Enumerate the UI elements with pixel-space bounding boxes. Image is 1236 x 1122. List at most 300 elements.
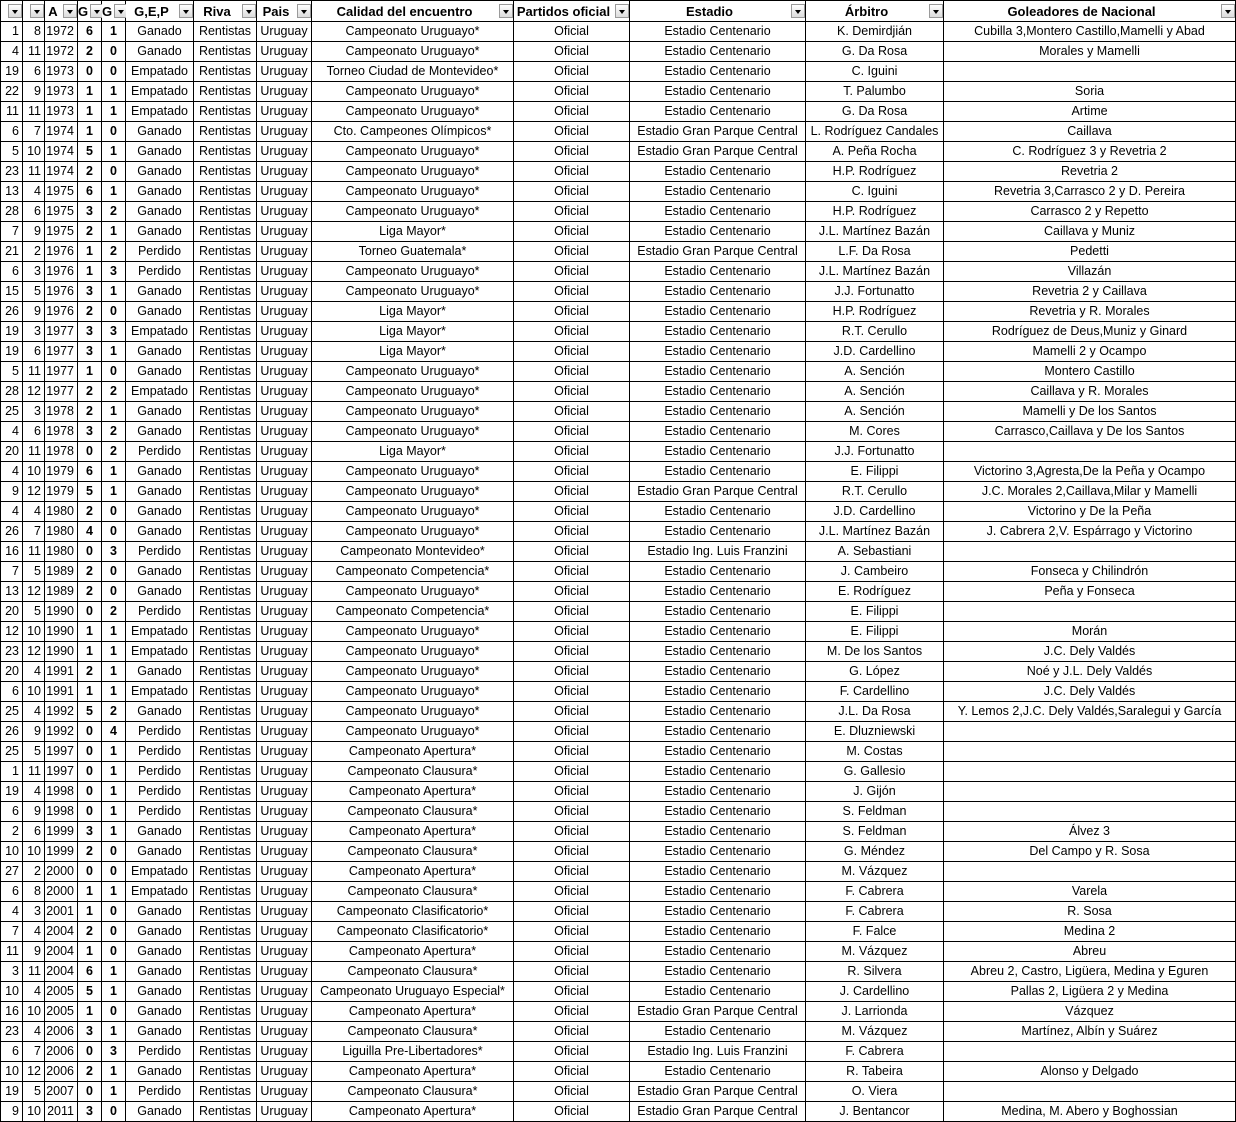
cell-referee[interactable]: R.T. Cerullo xyxy=(806,482,944,502)
cell-goals-for[interactable]: 1 xyxy=(78,122,102,142)
cell-rival[interactable]: Rentistas xyxy=(194,382,257,402)
cell-country[interactable]: Uruguay xyxy=(257,182,312,202)
cell-stadium[interactable]: Estadio Centenario xyxy=(630,882,806,902)
cell-day[interactable]: 2 xyxy=(1,822,23,842)
cell-rival[interactable]: Rentistas xyxy=(194,742,257,762)
cell-referee[interactable]: A. Peña Rocha xyxy=(806,142,944,162)
cell-scorers[interactable]: Cubilla 3,Montero Castillo,Mamelli y Abad xyxy=(944,22,1236,42)
cell-referee[interactable]: H.P. Rodríguez xyxy=(806,302,944,322)
cell-rival[interactable]: Rentistas xyxy=(194,462,257,482)
cell-month[interactable]: 9 xyxy=(23,802,45,822)
cell-goals-against[interactable]: 3 xyxy=(102,262,126,282)
cell-competition[interactable]: Campeonato Apertura* xyxy=(312,782,514,802)
cell-goals-against[interactable]: 1 xyxy=(102,282,126,302)
cell-country[interactable]: Uruguay xyxy=(257,742,312,762)
cell-result[interactable]: Ganado xyxy=(126,182,194,202)
cell-stadium[interactable]: Estadio Centenario xyxy=(630,22,806,42)
table-row[interactable] xyxy=(1,842,1236,862)
cell-rival[interactable]: Rentistas xyxy=(194,1062,257,1082)
cell-official[interactable]: Oficial xyxy=(514,182,630,202)
cell-goals-against[interactable]: 3 xyxy=(102,542,126,562)
table-row[interactable] xyxy=(1,282,1236,302)
cell-month[interactable]: 10 xyxy=(23,1002,45,1022)
table-row[interactable] xyxy=(1,602,1236,622)
cell-competition[interactable]: Campeonato Clausura* xyxy=(312,962,514,982)
cell-goals-against[interactable]: 0 xyxy=(102,902,126,922)
cell-year[interactable]: 1997 xyxy=(45,762,78,782)
cell-month[interactable]: 2 xyxy=(23,862,45,882)
cell-stadium[interactable]: Estadio Centenario xyxy=(630,622,806,642)
cell-scorers[interactable]: Victorino 3,Agresta,De la Peña y Ocampo xyxy=(944,462,1236,482)
cell-country[interactable]: Uruguay xyxy=(257,142,312,162)
col-header-official[interactable]: Partidos oficial xyxy=(514,1,630,22)
cell-goals-for[interactable]: 0 xyxy=(78,742,102,762)
cell-referee[interactable]: A. Sención xyxy=(806,382,944,402)
cell-official[interactable]: Oficial xyxy=(514,742,630,762)
table-row[interactable] xyxy=(1,302,1236,322)
cell-goals-for[interactable]: 1 xyxy=(78,642,102,662)
cell-scorers[interactable]: Abreu xyxy=(944,942,1236,962)
cell-goals-against[interactable]: 0 xyxy=(102,1102,126,1122)
cell-referee[interactable]: J. Cambeiro xyxy=(806,562,944,582)
cell-stadium[interactable]: Estadio Centenario xyxy=(630,862,806,882)
cell-month[interactable]: 7 xyxy=(23,522,45,542)
cell-goals-against[interactable]: 0 xyxy=(102,862,126,882)
cell-result[interactable]: Ganado xyxy=(126,1022,194,1042)
cell-day[interactable]: 9 xyxy=(1,482,23,502)
cell-goals-against[interactable]: 0 xyxy=(102,502,126,522)
cell-stadium[interactable]: Estadio Centenario xyxy=(630,942,806,962)
cell-official[interactable]: Oficial xyxy=(514,242,630,262)
cell-stadium[interactable]: Estadio Centenario xyxy=(630,842,806,862)
cell-rival[interactable]: Rentistas xyxy=(194,862,257,882)
cell-day[interactable]: 7 xyxy=(1,562,23,582)
cell-stadium[interactable]: Estadio Centenario xyxy=(630,582,806,602)
cell-competition[interactable]: Liguilla Pre-Libertadores* xyxy=(312,1042,514,1062)
cell-goals-for[interactable]: 2 xyxy=(78,382,102,402)
cell-goals-against[interactable]: 2 xyxy=(102,382,126,402)
cell-month[interactable]: 5 xyxy=(23,742,45,762)
cell-day[interactable]: 11 xyxy=(1,102,23,122)
cell-competition[interactable]: Campeonato Clasificatorio* xyxy=(312,922,514,942)
cell-month[interactable]: 6 xyxy=(23,422,45,442)
cell-official[interactable]: Oficial xyxy=(514,402,630,422)
cell-stadium[interactable]: Estadio Centenario xyxy=(630,422,806,442)
table-row[interactable] xyxy=(1,262,1236,282)
cell-goals-for[interactable]: 5 xyxy=(78,982,102,1002)
cell-year[interactable]: 1999 xyxy=(45,842,78,862)
cell-day[interactable]: 13 xyxy=(1,182,23,202)
cell-rival[interactable]: Rentistas xyxy=(194,882,257,902)
cell-year[interactable]: 2006 xyxy=(45,1062,78,1082)
cell-month[interactable]: 4 xyxy=(23,1022,45,1042)
cell-scorers[interactable]: Victorino y De la Peña xyxy=(944,502,1236,522)
cell-year[interactable]: 1980 xyxy=(45,542,78,562)
cell-rival[interactable]: Rentistas xyxy=(194,1002,257,1022)
cell-day[interactable]: 6 xyxy=(1,882,23,902)
cell-year[interactable]: 2006 xyxy=(45,1042,78,1062)
cell-competition[interactable]: Liga Mayor* xyxy=(312,342,514,362)
cell-goals-for[interactable]: 0 xyxy=(78,862,102,882)
cell-scorers[interactable]: Fonseca y Chilindrón xyxy=(944,562,1236,582)
cell-rival[interactable]: Rentistas xyxy=(194,102,257,122)
cell-goals-for[interactable]: 0 xyxy=(78,1042,102,1062)
table-row[interactable] xyxy=(1,82,1236,102)
cell-month[interactable]: 6 xyxy=(23,202,45,222)
filter-dropdown-icon[interactable] xyxy=(30,4,44,18)
cell-country[interactable]: Uruguay xyxy=(257,422,312,442)
col-header-goals-for[interactable]: G xyxy=(78,1,102,22)
cell-official[interactable]: Oficial xyxy=(514,702,630,722)
cell-scorers[interactable]: Alonso y Delgado xyxy=(944,1062,1236,1082)
cell-country[interactable]: Uruguay xyxy=(257,1022,312,1042)
cell-competition[interactable]: Liga Mayor* xyxy=(312,442,514,462)
cell-scorers[interactable]: Mamelli y De los Santos xyxy=(944,402,1236,422)
cell-scorers[interactable] xyxy=(944,722,1236,742)
cell-country[interactable]: Uruguay xyxy=(257,102,312,122)
cell-goals-against[interactable]: 1 xyxy=(102,1022,126,1042)
cell-day[interactable]: 25 xyxy=(1,402,23,422)
cell-stadium[interactable]: Estadio Centenario xyxy=(630,202,806,222)
cell-country[interactable]: Uruguay xyxy=(257,642,312,662)
cell-country[interactable]: Uruguay xyxy=(257,162,312,182)
col-header-stadium[interactable]: Estadio xyxy=(630,1,806,22)
cell-stadium[interactable]: Estadio Centenario xyxy=(630,642,806,662)
cell-scorers[interactable]: J.C. Dely Valdés xyxy=(944,642,1236,662)
cell-competition[interactable]: Torneo Guatemala* xyxy=(312,242,514,262)
cell-country[interactable]: Uruguay xyxy=(257,722,312,742)
table-row[interactable] xyxy=(1,1002,1236,1022)
cell-stadium[interactable]: Estadio Centenario xyxy=(630,462,806,482)
cell-year[interactable]: 1980 xyxy=(45,522,78,542)
cell-month[interactable]: 8 xyxy=(23,22,45,42)
cell-goals-for[interactable]: 3 xyxy=(78,822,102,842)
cell-official[interactable]: Oficial xyxy=(514,262,630,282)
cell-rival[interactable]: Rentistas xyxy=(194,282,257,302)
cell-year[interactable]: 2007 xyxy=(45,1082,78,1102)
table-row[interactable] xyxy=(1,202,1236,222)
cell-day[interactable]: 23 xyxy=(1,162,23,182)
cell-rival[interactable]: Rentistas xyxy=(194,622,257,642)
cell-official[interactable]: Oficial xyxy=(514,502,630,522)
col-header-result[interactable]: G,E,P xyxy=(126,1,194,22)
cell-goals-for[interactable]: 0 xyxy=(78,1082,102,1102)
cell-scorers[interactable]: Medina 2 xyxy=(944,922,1236,942)
cell-month[interactable]: 5 xyxy=(23,1082,45,1102)
cell-stadium[interactable]: Estadio Centenario xyxy=(630,702,806,722)
cell-official[interactable]: Oficial xyxy=(514,382,630,402)
cell-result[interactable]: Ganado xyxy=(126,22,194,42)
cell-result[interactable]: Empatado xyxy=(126,382,194,402)
cell-competition[interactable]: Campeonato Clausura* xyxy=(312,882,514,902)
cell-day[interactable]: 10 xyxy=(1,1062,23,1082)
cell-competition[interactable]: Campeonato Uruguayo* xyxy=(312,662,514,682)
cell-scorers[interactable]: J.C. Morales 2,Caillava,Milar y Mamelli xyxy=(944,482,1236,502)
cell-goals-against[interactable]: 1 xyxy=(102,142,126,162)
filter-dropdown-icon[interactable] xyxy=(791,4,805,18)
cell-rival[interactable]: Rentistas xyxy=(194,922,257,942)
cell-goals-against[interactable]: 1 xyxy=(102,402,126,422)
cell-month[interactable]: 9 xyxy=(23,222,45,242)
cell-competition[interactable]: Campeonato Uruguayo* xyxy=(312,22,514,42)
col-header-year[interactable]: A xyxy=(45,1,78,22)
cell-year[interactable]: 1976 xyxy=(45,262,78,282)
cell-competition[interactable]: Campeonato Uruguayo* xyxy=(312,262,514,282)
cell-scorers[interactable]: Caillava y Muniz xyxy=(944,222,1236,242)
cell-competition[interactable]: Campeonato Uruguayo* xyxy=(312,502,514,522)
cell-year[interactable]: 2006 xyxy=(45,1022,78,1042)
cell-month[interactable]: 11 xyxy=(23,162,45,182)
cell-rival[interactable]: Rentistas xyxy=(194,1082,257,1102)
table-row[interactable] xyxy=(1,62,1236,82)
cell-official[interactable]: Oficial xyxy=(514,942,630,962)
cell-result[interactable]: Ganado xyxy=(126,582,194,602)
cell-referee[interactable]: S. Feldman xyxy=(806,822,944,842)
cell-scorers[interactable] xyxy=(944,442,1236,462)
cell-result[interactable]: Ganado xyxy=(126,922,194,942)
cell-official[interactable]: Oficial xyxy=(514,842,630,862)
filter-dropdown-icon[interactable] xyxy=(929,4,943,18)
cell-stadium[interactable]: Estadio Centenario xyxy=(630,342,806,362)
cell-stadium[interactable]: Estadio Gran Parque Central xyxy=(630,1082,806,1102)
cell-country[interactable]: Uruguay xyxy=(257,942,312,962)
cell-referee[interactable]: A. Sebastiani xyxy=(806,542,944,562)
table-row[interactable] xyxy=(1,982,1236,1002)
cell-year[interactable]: 1991 xyxy=(45,682,78,702)
cell-goals-for[interactable]: 1 xyxy=(78,902,102,922)
cell-referee[interactable]: L. Rodríguez Candales xyxy=(806,122,944,142)
table-row[interactable] xyxy=(1,342,1236,362)
cell-rival[interactable]: Rentistas xyxy=(194,942,257,962)
cell-competition[interactable]: Campeonato Uruguayo* xyxy=(312,162,514,182)
table-row[interactable] xyxy=(1,522,1236,542)
cell-country[interactable]: Uruguay xyxy=(257,982,312,1002)
cell-result[interactable]: Ganado xyxy=(126,842,194,862)
cell-month[interactable]: 6 xyxy=(23,822,45,842)
table-row[interactable] xyxy=(1,882,1236,902)
table-row[interactable] xyxy=(1,362,1236,382)
cell-goals-for[interactable]: 2 xyxy=(78,922,102,942)
table-row[interactable] xyxy=(1,1042,1236,1062)
cell-scorers[interactable]: Rodríguez de Deus,Muniz y Ginard xyxy=(944,322,1236,342)
cell-rival[interactable]: Rentistas xyxy=(194,442,257,462)
cell-goals-for[interactable]: 0 xyxy=(78,762,102,782)
cell-result[interactable]: Ganado xyxy=(126,962,194,982)
cell-result[interactable]: Ganado xyxy=(126,562,194,582)
cell-scorers[interactable]: Medina, M. Abero y Boghossian xyxy=(944,1102,1236,1122)
cell-referee[interactable]: M. Vázquez xyxy=(806,942,944,962)
cell-rival[interactable]: Rentistas xyxy=(194,542,257,562)
cell-rival[interactable]: Rentistas xyxy=(194,562,257,582)
cell-country[interactable]: Uruguay xyxy=(257,202,312,222)
cell-goals-against[interactable]: 2 xyxy=(102,602,126,622)
cell-goals-against[interactable]: 0 xyxy=(102,562,126,582)
cell-goals-against[interactable]: 0 xyxy=(102,922,126,942)
cell-day[interactable]: 21 xyxy=(1,242,23,262)
cell-competition[interactable]: Campeonato Montevideo* xyxy=(312,542,514,562)
cell-year[interactable]: 1973 xyxy=(45,102,78,122)
cell-country[interactable]: Uruguay xyxy=(257,562,312,582)
cell-month[interactable]: 4 xyxy=(23,662,45,682)
cell-month[interactable]: 4 xyxy=(23,782,45,802)
cell-goals-for[interactable]: 3 xyxy=(78,322,102,342)
cell-official[interactable]: Oficial xyxy=(514,1102,630,1122)
cell-goals-against[interactable]: 1 xyxy=(102,882,126,902)
cell-day[interactable]: 28 xyxy=(1,202,23,222)
cell-official[interactable]: Oficial xyxy=(514,1062,630,1082)
cell-goals-against[interactable]: 2 xyxy=(102,442,126,462)
cell-rival[interactable]: Rentistas xyxy=(194,662,257,682)
cell-goals-against[interactable]: 0 xyxy=(102,842,126,862)
cell-rival[interactable]: Rentistas xyxy=(194,582,257,602)
cell-year[interactable]: 1990 xyxy=(45,622,78,642)
cell-month[interactable]: 5 xyxy=(23,282,45,302)
cell-referee[interactable]: J.L. Da Rosa xyxy=(806,702,944,722)
cell-rival[interactable]: Rentistas xyxy=(194,502,257,522)
cell-referee[interactable]: C. Iguini xyxy=(806,182,944,202)
cell-competition[interactable]: Torneo Ciudad de Montevideo* xyxy=(312,62,514,82)
cell-country[interactable]: Uruguay xyxy=(257,542,312,562)
cell-official[interactable]: Oficial xyxy=(514,822,630,842)
cell-goals-for[interactable]: 6 xyxy=(78,962,102,982)
cell-official[interactable]: Oficial xyxy=(514,922,630,942)
cell-referee[interactable]: F. Cabrera xyxy=(806,882,944,902)
cell-official[interactable]: Oficial xyxy=(514,362,630,382)
cell-day[interactable]: 9 xyxy=(1,1102,23,1122)
cell-result[interactable]: Ganado xyxy=(126,502,194,522)
cell-country[interactable]: Uruguay xyxy=(257,482,312,502)
cell-competition[interactable]: Campeonato Uruguayo* xyxy=(312,202,514,222)
table-row[interactable] xyxy=(1,222,1236,242)
cell-month[interactable]: 8 xyxy=(23,882,45,902)
cell-stadium[interactable]: Estadio Centenario xyxy=(630,982,806,1002)
cell-stadium[interactable]: Estadio Centenario xyxy=(630,262,806,282)
cell-rival[interactable]: Rentistas xyxy=(194,242,257,262)
cell-official[interactable]: Oficial xyxy=(514,642,630,662)
cell-goals-against[interactable]: 0 xyxy=(102,42,126,62)
cell-year[interactable]: 1973 xyxy=(45,62,78,82)
cell-result[interactable]: Ganado xyxy=(126,822,194,842)
cell-rival[interactable]: Rentistas xyxy=(194,522,257,542)
cell-day[interactable]: 25 xyxy=(1,742,23,762)
cell-competition[interactable]: Campeonato Apertura* xyxy=(312,862,514,882)
filter-dropdown-icon[interactable] xyxy=(615,4,629,18)
table-row[interactable] xyxy=(1,102,1236,122)
cell-result[interactable]: Ganado xyxy=(126,122,194,142)
cell-goals-for[interactable]: 1 xyxy=(78,942,102,962)
cell-day[interactable]: 4 xyxy=(1,42,23,62)
cell-goals-against[interactable]: 0 xyxy=(102,582,126,602)
cell-result[interactable]: Ganado xyxy=(126,1002,194,1022)
cell-stadium[interactable]: Estadio Centenario xyxy=(630,962,806,982)
cell-scorers[interactable]: Soria xyxy=(944,82,1236,102)
cell-year[interactable]: 1992 xyxy=(45,702,78,722)
table-row[interactable] xyxy=(1,382,1236,402)
cell-scorers[interactable]: Varela xyxy=(944,882,1236,902)
cell-rival[interactable]: Rentistas xyxy=(194,802,257,822)
cell-day[interactable]: 4 xyxy=(1,902,23,922)
cell-goals-for[interactable]: 2 xyxy=(78,502,102,522)
cell-rival[interactable]: Rentistas xyxy=(194,222,257,242)
table-row[interactable] xyxy=(1,702,1236,722)
cell-day[interactable]: 7 xyxy=(1,922,23,942)
cell-result[interactable]: Ganado xyxy=(126,1062,194,1082)
cell-day[interactable]: 11 xyxy=(1,942,23,962)
cell-result[interactable]: Perdido xyxy=(126,722,194,742)
cell-stadium[interactable]: Estadio Centenario xyxy=(630,102,806,122)
cell-referee[interactable]: S. Feldman xyxy=(806,802,944,822)
cell-official[interactable]: Oficial xyxy=(514,462,630,482)
cell-month[interactable]: 4 xyxy=(23,702,45,722)
table-row[interactable] xyxy=(1,642,1236,662)
cell-year[interactable]: 1977 xyxy=(45,342,78,362)
cell-day[interactable]: 16 xyxy=(1,1002,23,1022)
cell-competition[interactable]: Campeonato Uruguayo* xyxy=(312,462,514,482)
cell-competition[interactable]: Campeonato Clasificatorio* xyxy=(312,902,514,922)
cell-year[interactable]: 1978 xyxy=(45,442,78,462)
cell-country[interactable]: Uruguay xyxy=(257,922,312,942)
table-row[interactable] xyxy=(1,922,1236,942)
cell-stadium[interactable]: Estadio Centenario xyxy=(630,682,806,702)
cell-goals-against[interactable]: 1 xyxy=(102,982,126,1002)
cell-result[interactable]: Perdido xyxy=(126,742,194,762)
cell-stadium[interactable]: Estadio Gran Parque Central xyxy=(630,142,806,162)
cell-country[interactable]: Uruguay xyxy=(257,502,312,522)
cell-rival[interactable]: Rentistas xyxy=(194,302,257,322)
cell-result[interactable]: Perdido xyxy=(126,242,194,262)
cell-scorers[interactable]: Morán xyxy=(944,622,1236,642)
cell-country[interactable]: Uruguay xyxy=(257,22,312,42)
cell-competition[interactable]: Campeonato Uruguayo* xyxy=(312,282,514,302)
cell-day[interactable]: 6 xyxy=(1,122,23,142)
cell-country[interactable]: Uruguay xyxy=(257,682,312,702)
cell-month[interactable]: 11 xyxy=(23,542,45,562)
cell-goals-against[interactable]: 1 xyxy=(102,182,126,202)
cell-scorers[interactable]: Mamelli 2 y Ocampo xyxy=(944,342,1236,362)
cell-result[interactable]: Perdido xyxy=(126,442,194,462)
cell-referee[interactable]: M. Cores xyxy=(806,422,944,442)
cell-stadium[interactable]: Estadio Gran Parque Central xyxy=(630,1102,806,1122)
cell-official[interactable]: Oficial xyxy=(514,1022,630,1042)
cell-goals-against[interactable]: 1 xyxy=(102,682,126,702)
cell-month[interactable]: 10 xyxy=(23,622,45,642)
cell-referee[interactable]: E. Filippi xyxy=(806,602,944,622)
cell-referee[interactable]: R. Silvera xyxy=(806,962,944,982)
table-row[interactable] xyxy=(1,42,1236,62)
cell-referee[interactable]: J.L. Martínez Bazán xyxy=(806,222,944,242)
cell-result[interactable]: Empatado xyxy=(126,82,194,102)
col-header-goals-against[interactable]: G xyxy=(102,1,126,22)
table-row[interactable] xyxy=(1,662,1236,682)
cell-result[interactable]: Empatado xyxy=(126,622,194,642)
cell-result[interactable]: Perdido xyxy=(126,1082,194,1102)
cell-rival[interactable]: Rentistas xyxy=(194,902,257,922)
cell-result[interactable]: Ganado xyxy=(126,662,194,682)
cell-scorers[interactable] xyxy=(944,862,1236,882)
cell-referee[interactable]: G. Da Rosa xyxy=(806,102,944,122)
cell-goals-against[interactable]: 0 xyxy=(102,62,126,82)
cell-scorers[interactable]: Caillava y R. Morales xyxy=(944,382,1236,402)
cell-goals-for[interactable]: 3 xyxy=(78,282,102,302)
cell-country[interactable]: Uruguay xyxy=(257,582,312,602)
cell-day[interactable]: 1 xyxy=(1,22,23,42)
cell-goals-for[interactable]: 2 xyxy=(78,562,102,582)
cell-scorers[interactable]: Caillava xyxy=(944,122,1236,142)
col-header-day[interactable] xyxy=(1,1,23,22)
cell-year[interactable]: 2004 xyxy=(45,922,78,942)
cell-goals-against[interactable]: 1 xyxy=(102,642,126,662)
cell-day[interactable]: 23 xyxy=(1,1022,23,1042)
